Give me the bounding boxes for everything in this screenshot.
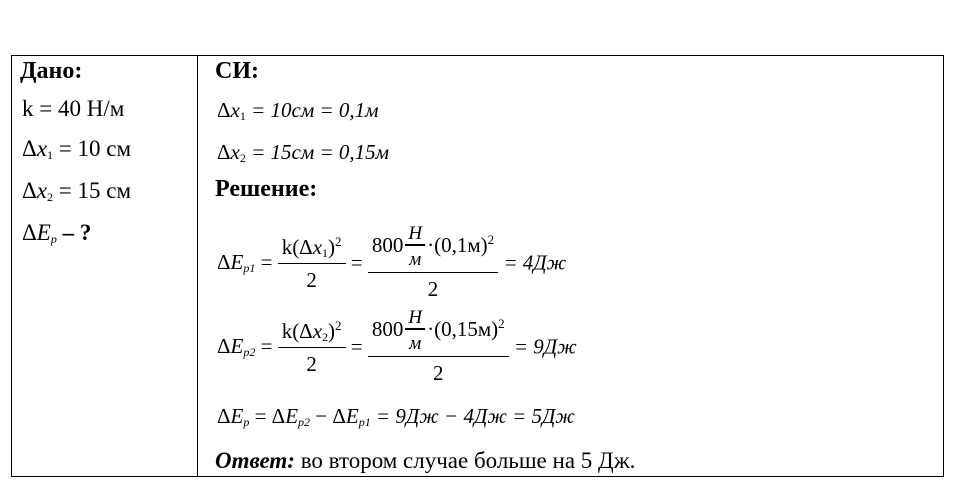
formula-ep2: $\Delta E_{p2}$ = $\frac{k(\Delta x_2)^2}{2}$ = 800 $\frac{Н}{м}$ $\cdot(0,15м)^2$ 2 = 9Дж	[217, 307, 577, 385]
given-unknown: $\Delta E_p$ – ?	[22, 220, 92, 246]
given-dx1: $\Delta x_1 = 10$ см	[22, 136, 131, 162]
given-header: Дано:	[20, 58, 83, 84]
work-column	[199, 56, 943, 476]
solution-table	[11, 55, 944, 477]
si-dx1: $\Delta x_1 = 10см = 0,1м$	[217, 98, 379, 123]
si-header: СИ:	[215, 58, 259, 84]
formula-ep1: $\Delta E_{p1}$ = $\frac{k(\Delta x_1)^2}{2}$ = 800 $\frac{Н}{м}$ $\cdot(0,1м)^2$ 2 = 4Дж	[217, 223, 567, 301]
answer-label: Ответ:	[215, 448, 295, 473]
si-dx2: $\Delta x_2 = 15см = 0,15м$	[217, 140, 390, 165]
given-column	[12, 56, 197, 476]
answer-line	[215, 448, 635, 474]
formula-diff: $\Delta E_p = \Delta E_{p2} - \Delta E_{p1} = 9Дж - 4Дж = 5Дж$	[217, 404, 575, 429]
solution-header: Решение:	[215, 176, 318, 202]
answer-text: во втором случае больше на 5 Дж.	[300, 448, 636, 473]
column-divider	[197, 56, 198, 476]
given-k: k = 40 Н/м	[22, 96, 125, 121]
given-dx2: $\Delta x_2 = 15$ см	[22, 178, 131, 204]
